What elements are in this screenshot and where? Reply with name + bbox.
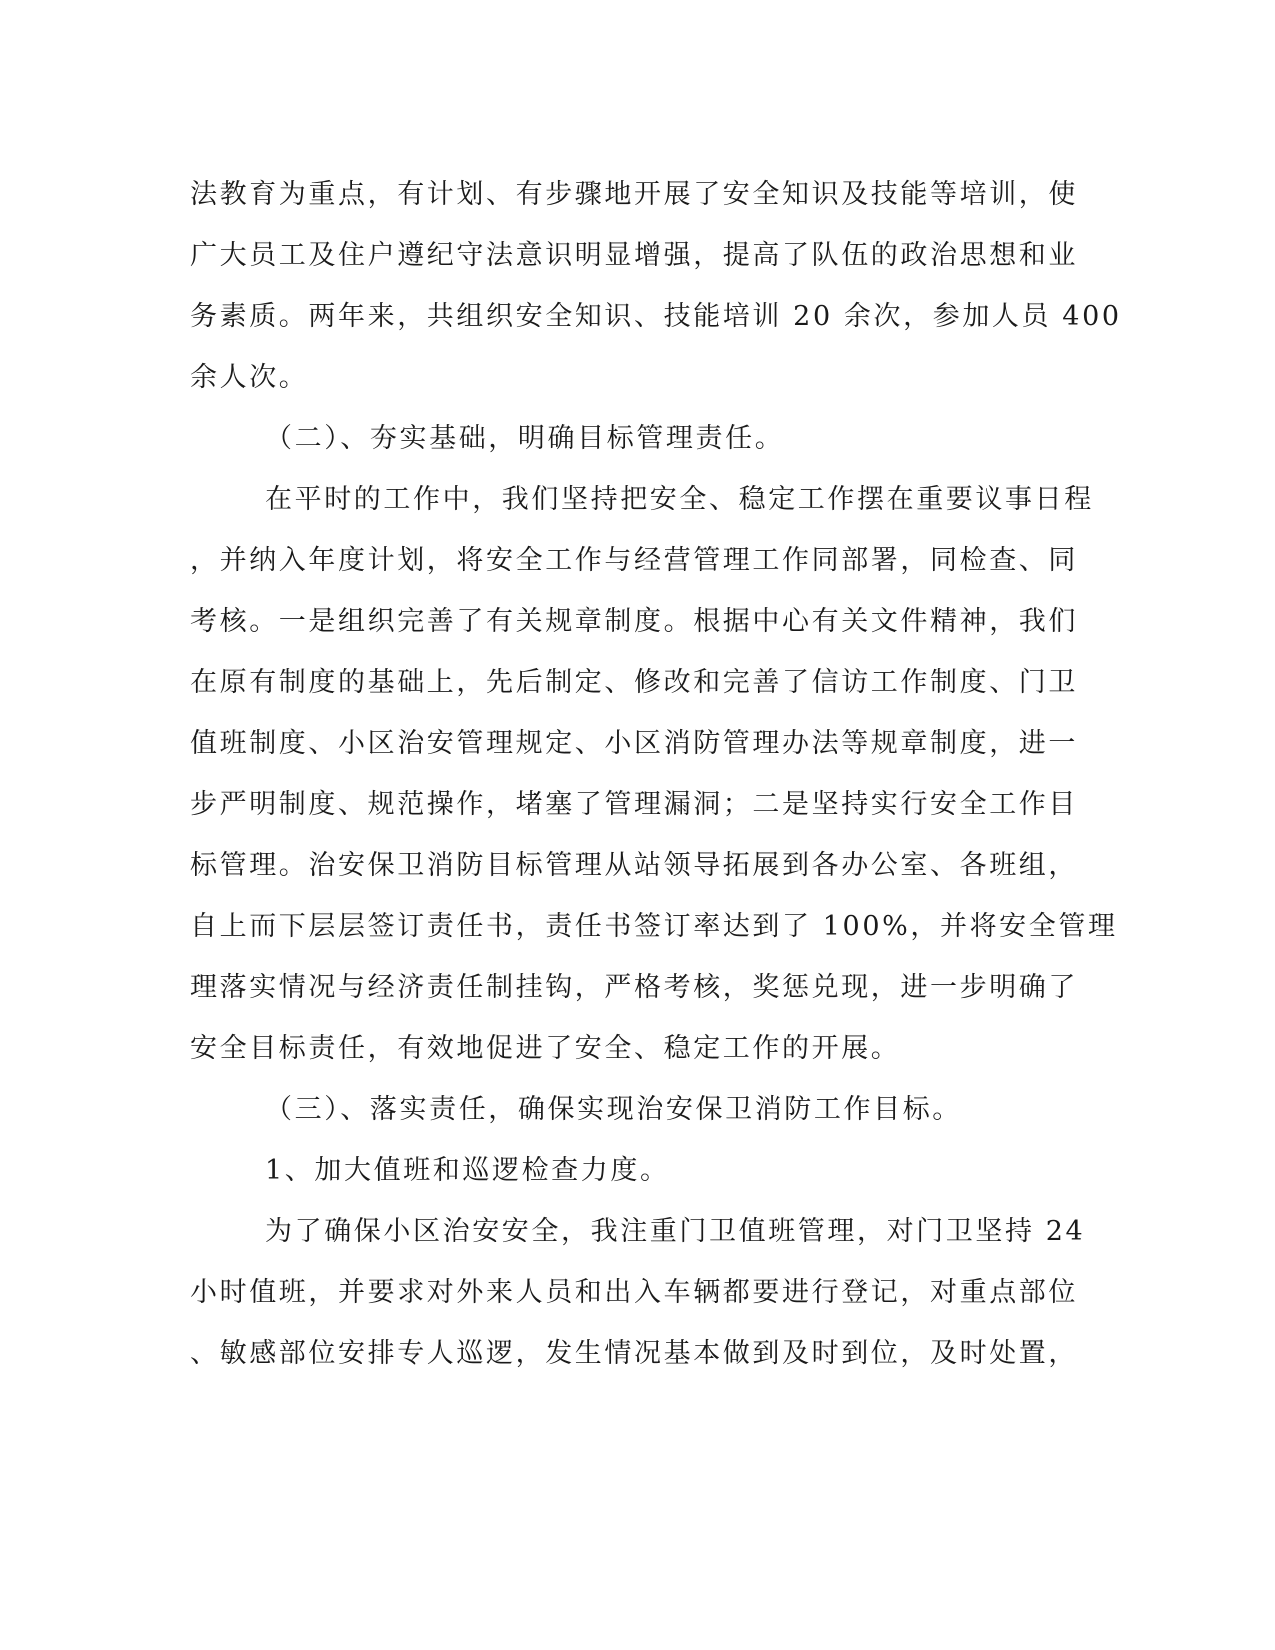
- text-line: 为了确保小区治安安全，我注重门卫值班管理，对门卫坚持 24: [265, 1216, 1086, 1247]
- body-text: [190, 164, 1122, 1384]
- text-line: 安全目标责任，有效地促进了安全、稳定工作的开展。: [190, 1033, 901, 1064]
- text-line: 在原有制度的基础上，先后制定、修改和完善了信访工作制度、门卫: [190, 667, 1078, 698]
- text-line: 务素质。两年来，共组织安全知识、技能培训 20 余次，参加人员 400: [190, 301, 1122, 332]
- text-line: 标管理。治安保卫消防目标管理从站领导拓展到各办公室、各班组，: [190, 850, 1078, 881]
- text-line: 、敏感部位安排专人巡逻，发生情况基本做到及时到位，及时处置，: [190, 1338, 1078, 1369]
- text-line: 在平时的工作中，我们坚持把安全、稳定工作摆在重要议事日程: [265, 484, 1094, 515]
- subsection-heading-1: 1、加大值班和巡逻检查力度。: [265, 1155, 670, 1186]
- text-line: 考核。一是组织完善了有关规章制度。根据中心有关文件精神，我们: [190, 606, 1078, 637]
- text-line: 小时值班，并要求对外来人员和出入车辆都要进行登记，对重点部位: [190, 1277, 1078, 1308]
- text-line: 理落实情况与经济责任制挂钩，严格考核，奖惩兑现，进一步明确了: [190, 972, 1078, 1003]
- text-line: 值班制度、小区治安管理规定、小区消防管理办法等规章制度，进一: [190, 728, 1078, 759]
- section-heading-3: （三）、落实责任，确保实现治安保卫消防工作目标。: [265, 1094, 962, 1125]
- text-line: 步严明制度、规范操作，堵塞了管理漏洞；二是坚持实行安全工作目: [190, 789, 1078, 820]
- text-line: 法教育为重点，有计划、有步骤地开展了安全知识及技能等培训，使: [190, 179, 1078, 210]
- text-line: 余人次。: [190, 362, 309, 393]
- section-heading-2: （二）、夯实基础，明确目标管理责任。: [265, 423, 785, 454]
- text-line: ，并纳入年度计划，将安全工作与经营管理工作同部署，同检查、同: [190, 545, 1078, 576]
- text-line: 广大员工及住户遵纪守法意识明显增强，提高了队伍的政治思想和业: [190, 240, 1078, 271]
- text-line: 自上而下层层签订责任书，责任书签订率达到了 100%，并将安全管理: [190, 911, 1118, 942]
